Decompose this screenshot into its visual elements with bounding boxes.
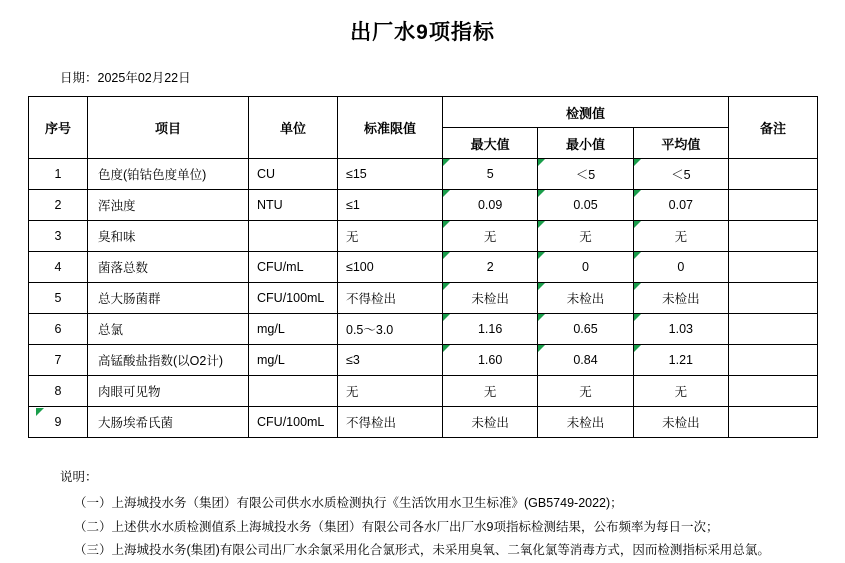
cell-unit: CFU/mL — [249, 252, 338, 283]
cell-remark — [729, 190, 818, 221]
cell-unit: CFU/100mL — [249, 283, 338, 314]
green-marker-icon — [36, 408, 44, 416]
notes-heading: 说明： — [60, 470, 98, 484]
cell-min: 0.65 — [538, 314, 633, 345]
cell-limit: 无 — [338, 376, 443, 407]
cell-avg: 1.21 — [633, 345, 728, 376]
report-page — [0, 10, 845, 558]
cell-index: 7 — [29, 345, 88, 376]
cell-min: 未检出 — [538, 283, 633, 314]
cell-index: 9 — [29, 407, 88, 438]
cell-unit — [249, 376, 338, 407]
cell-min: ＜5 — [538, 159, 633, 190]
table-row — [29, 283, 818, 314]
cell-item: 高锰酸盐指数(以O2计) — [88, 345, 249, 376]
cell-index: 1 — [29, 159, 88, 190]
table-row — [29, 314, 818, 345]
table-row — [29, 252, 818, 283]
cell-remark — [729, 345, 818, 376]
col-header-measured-group: 检测值 — [443, 97, 729, 128]
cell-unit — [249, 221, 338, 252]
cell-min: 0.84 — [538, 345, 633, 376]
table-header-row-1 — [29, 97, 818, 128]
cell-remark — [729, 221, 818, 252]
cell-index: 4 — [29, 252, 88, 283]
cell-remark — [729, 252, 818, 283]
cell-limit: 不得检出 — [338, 407, 443, 438]
cell-item: 总氯 — [88, 314, 249, 345]
cell-item: 色度(铂钴色度单位) — [88, 159, 249, 190]
cell-index: 6 — [29, 314, 88, 345]
cell-item: 肉眼可见物 — [88, 376, 249, 407]
report-date — [60, 68, 845, 86]
col-header-limit: 标准限值 — [338, 97, 443, 159]
cell-limit: 不得检出 — [338, 283, 443, 314]
col-header-item: 项目 — [88, 97, 249, 159]
notes-section — [52, 466, 845, 563]
cell-limit: 0.5～3.0 — [338, 314, 443, 345]
table-row — [29, 190, 818, 221]
cell-limit: ≤1 — [338, 190, 443, 221]
table-header — [29, 97, 818, 159]
cell-max: 未检出 — [443, 283, 538, 314]
cell-unit: mg/L — [249, 314, 338, 345]
cell-unit: CFU/100mL — [249, 407, 338, 438]
cell-limit: ≤15 — [338, 159, 443, 190]
cell-index: 3 — [29, 221, 88, 252]
cell-max: 1.16 — [443, 314, 538, 345]
cell-avg: 无 — [633, 221, 728, 252]
cell-max: 5 — [443, 159, 538, 190]
cell-limit: 无 — [338, 221, 443, 252]
cell-max: 2 — [443, 252, 538, 283]
water-quality-table — [28, 96, 818, 438]
cell-unit: mg/L — [249, 345, 338, 376]
note-line: （三）上海城投水务(集团)有限公司出厂水余氯采用化合氯形式，未采用臭氧、二氧化氯等消毒方式，因而检测指标采用总氯。 — [74, 543, 770, 558]
cell-item: 菌落总数 — [88, 252, 249, 283]
cell-remark — [729, 283, 818, 314]
cell-unit: CU — [249, 159, 338, 190]
cell-index: 2 — [29, 190, 88, 221]
cell-avg: 未检出 — [633, 407, 728, 438]
cell-avg: 未检出 — [633, 283, 728, 314]
note-line: （二）上述供水水质检测值系上海城投水务（集团）有限公司各水厂出厂水9项指标检测结果，公布频率为每日一次； — [74, 519, 719, 534]
col-header-avg: 平均值 — [633, 128, 728, 159]
cell-min: 0.05 — [538, 190, 633, 221]
col-header-unit: 单位 — [249, 97, 338, 159]
cell-index: 5 — [29, 283, 88, 314]
cell-max: 未检出 — [443, 407, 538, 438]
cell-min: 无 — [538, 376, 633, 407]
cell-limit: ≤100 — [338, 252, 443, 283]
cell-item: 臭和味 — [88, 221, 249, 252]
cell-avg: 0.07 — [633, 190, 728, 221]
table-body — [29, 159, 818, 438]
cell-max: 0.09 — [443, 190, 538, 221]
cell-limit: ≤3 — [338, 345, 443, 376]
col-header-index: 序号 — [29, 97, 88, 159]
col-header-max: 最大值 — [443, 128, 538, 159]
cell-index: 8 — [29, 376, 88, 407]
report-date-value: 2025年02月22日 — [97, 71, 191, 85]
table-row — [29, 376, 818, 407]
report-date-label: 日期： — [60, 71, 98, 85]
cell-min: 无 — [538, 221, 633, 252]
cell-remark — [729, 314, 818, 345]
cell-item: 大肠埃希氏菌 — [88, 407, 249, 438]
page-title: 出厂水9项指标 — [350, 21, 495, 44]
cell-min: 0 — [538, 252, 633, 283]
table-row — [29, 159, 818, 190]
cell-item: 总大肠菌群 — [88, 283, 249, 314]
cell-max: 无 — [443, 221, 538, 252]
cell-max: 1.60 — [443, 345, 538, 376]
col-header-min: 最小值 — [538, 128, 633, 159]
table-row — [29, 345, 818, 376]
cell-remark — [729, 376, 818, 407]
table-row — [29, 221, 818, 252]
cell-item: 浑浊度 — [88, 190, 249, 221]
cell-remark — [729, 159, 818, 190]
cell-avg: ＜5 — [633, 159, 728, 190]
cell-unit: NTU — [249, 190, 338, 221]
cell-avg: 0 — [633, 252, 728, 283]
note-line: （一）上海城投水务（集团）有限公司供水水质检测执行《生活饮用水卫生标准》(GB5749-2022)； — [74, 495, 623, 510]
col-header-remark: 备注 — [729, 97, 818, 159]
cell-remark — [729, 407, 818, 438]
cell-max: 无 — [443, 376, 538, 407]
cell-min: 未检出 — [538, 407, 633, 438]
cell-avg: 1.03 — [633, 314, 728, 345]
cell-avg: 无 — [633, 376, 728, 407]
table-row — [29, 407, 818, 438]
